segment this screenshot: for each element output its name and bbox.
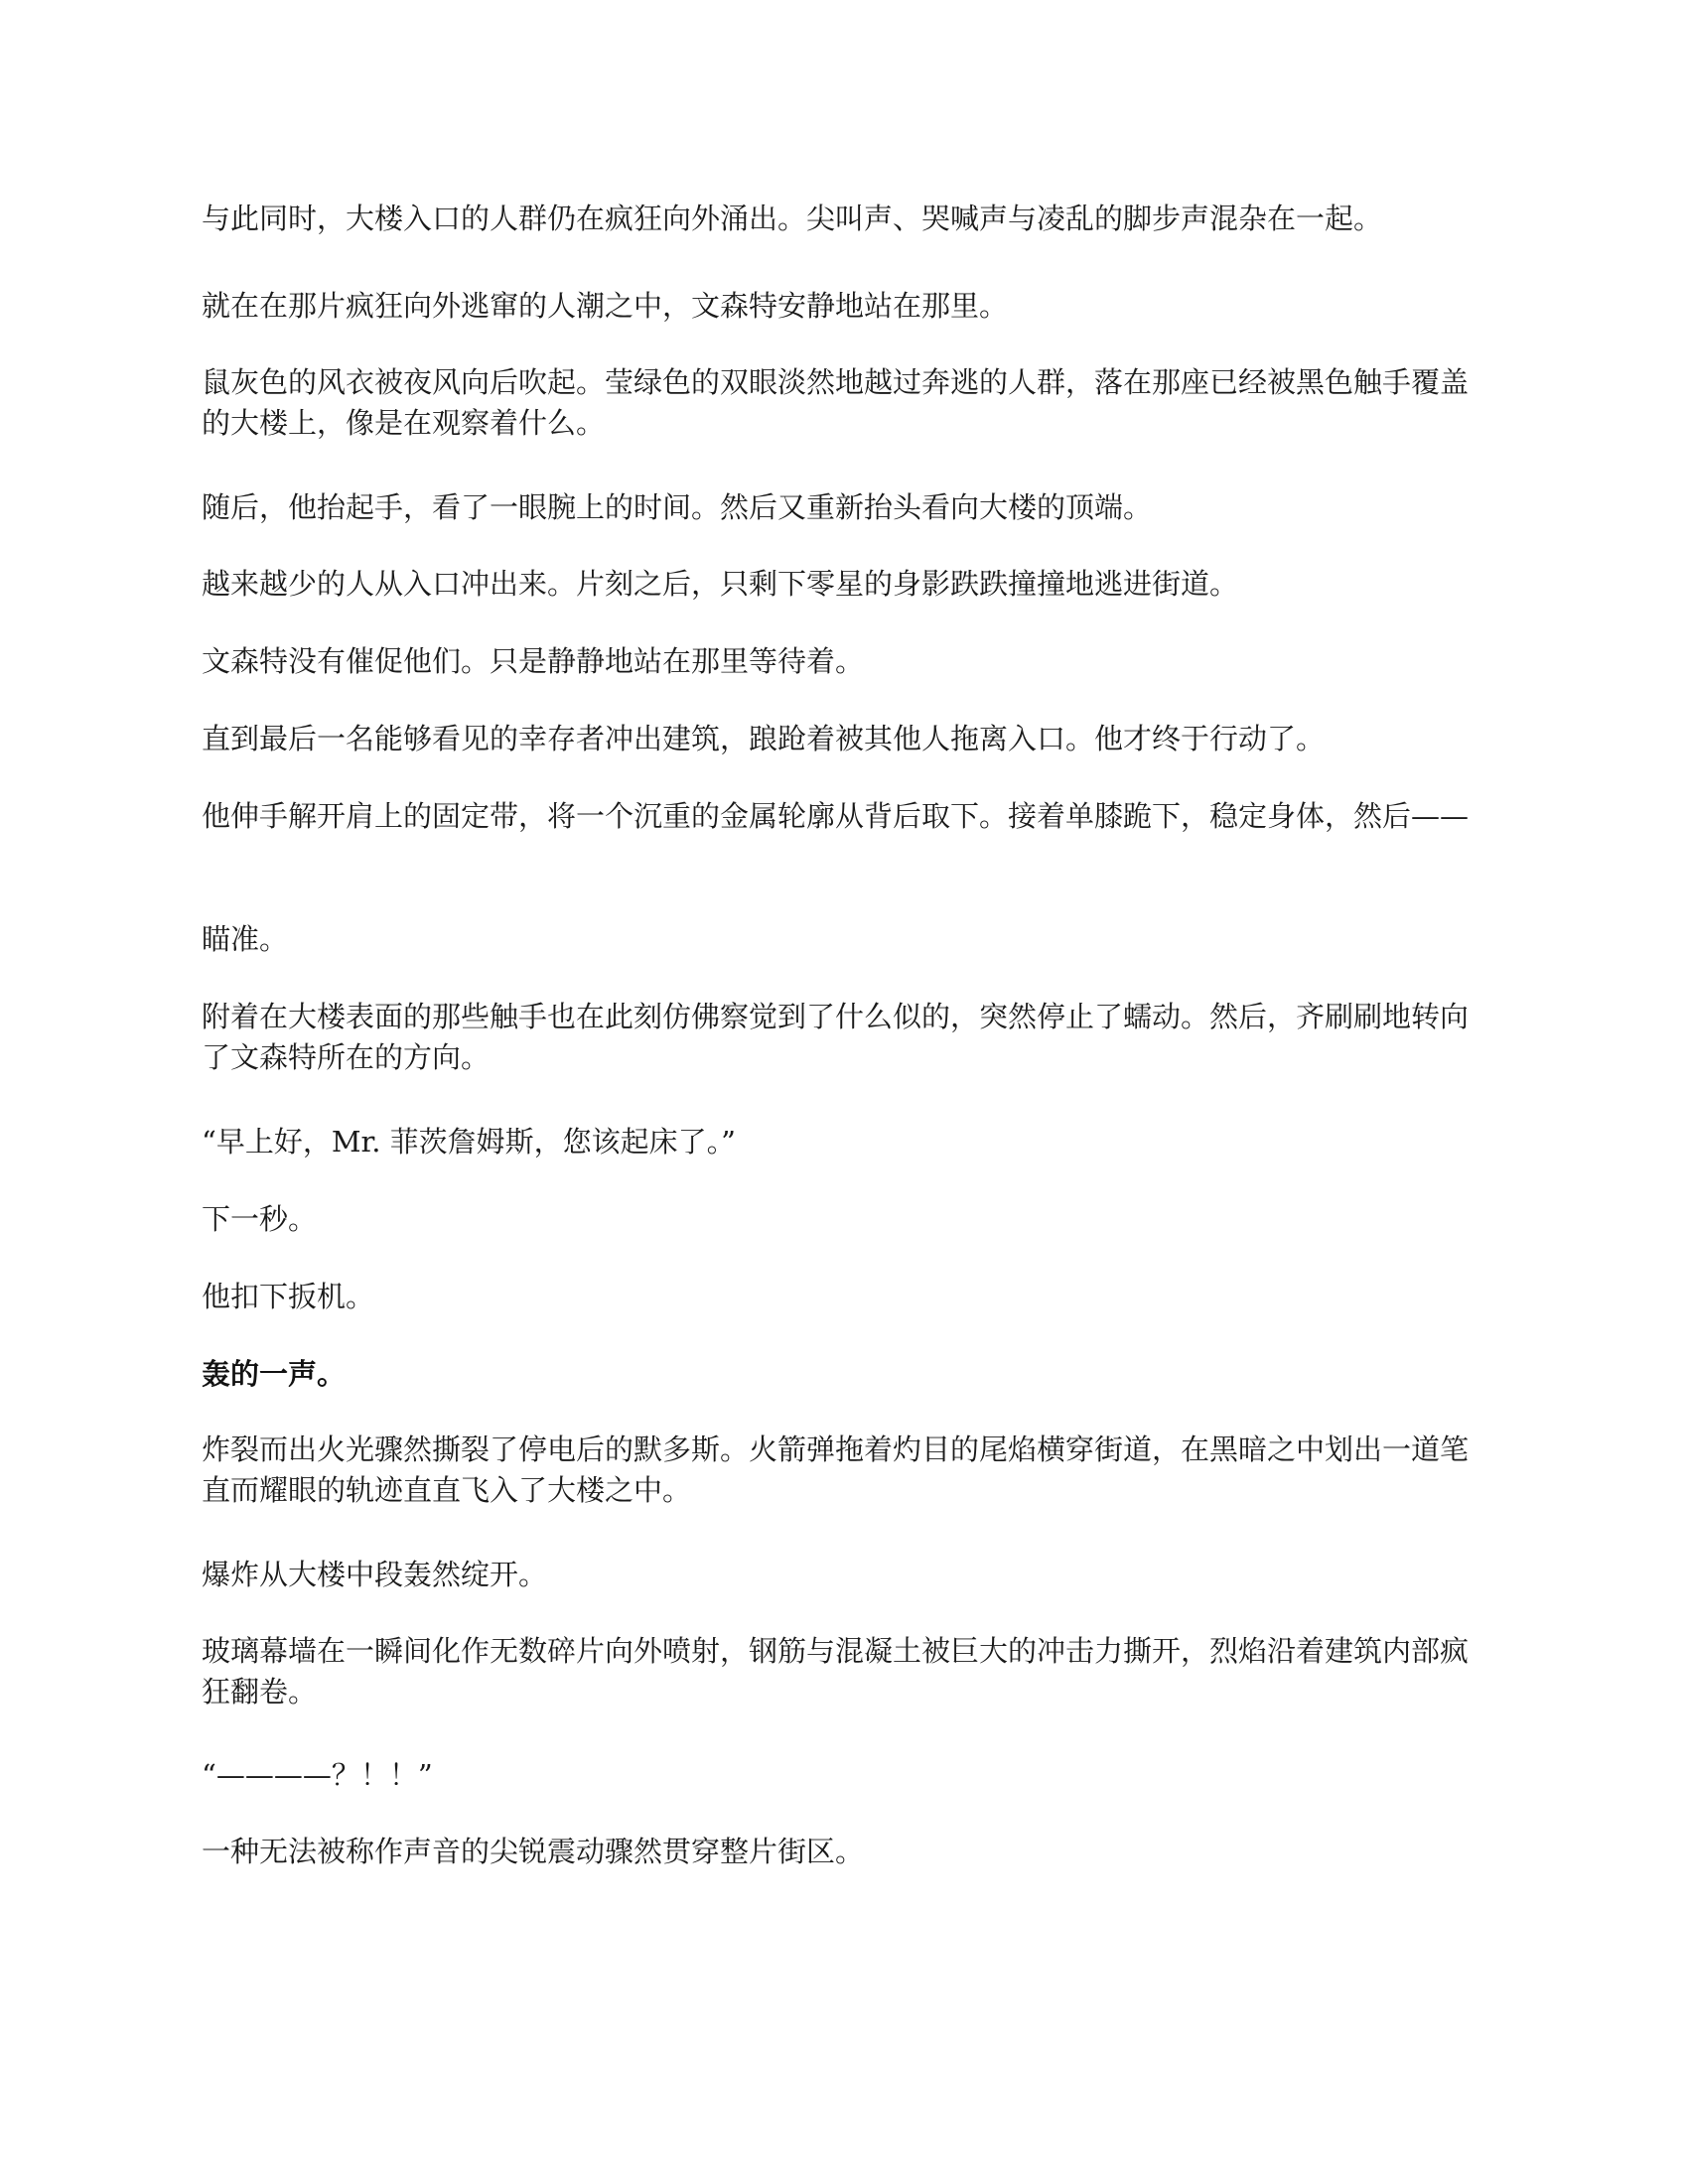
- paragraph-13: 他扣下扳机。: [202, 1280, 375, 1313]
- paragraph-7: 直到最后一名能够看见的幸存者冲出建筑，踉跄着被其他人拖离入口。他才终于行动了。: [202, 722, 1326, 755]
- paragraph-12: 下一秒。: [202, 1202, 318, 1236]
- paragraph-18-dialogue: “————？！！”: [202, 1758, 433, 1792]
- paragraph-3: 鼠灰色的风衣被夜风向后吹起。莹绿色的双眼淡然地越过奔逃的人群，落在那座已经被黑色触手覆盖的大楼上，像是在观察着什么。: [202, 365, 1470, 440]
- paragraph-17: 玻璃幕墙在一瞬间化作无数碎片向外喷射，钢筋与混凝土被巨大的冲击力撕开，烈焰沿着建筑内部疯狂翻卷。: [202, 1634, 1470, 1708]
- paragraph-6: 文森特没有催促他们。只是静静地站在那里等待着。: [202, 644, 865, 678]
- paragraph-14-emphasis: 轰的一声。: [202, 1357, 347, 1391]
- paragraph-2: 就在在那片疯狂向外逃窜的人潮之中，文森特安静地站在那里。: [202, 289, 1009, 323]
- paragraph-9: 瞄准。: [202, 922, 289, 956]
- paragraph-16: 爆炸从大楼中段轰然绽开。: [202, 1558, 548, 1591]
- paragraph-11-dialogue: “早上好，Mr. 菲茨詹姆斯，您该起床了。”: [202, 1125, 736, 1159]
- paragraph-10: 附着在大楼表面的那些触手也在此刻仿佛察觉到了什么似的，突然停止了蠕动。然后，齐刷刷地转向了文森特所在的方向。: [202, 1000, 1470, 1074]
- paragraph-5: 越来越少的人从入口冲出来。片刻之后，只剩下零星的身影跌跌撞撞地逃进街道。: [202, 567, 1239, 601]
- paragraph-1: 与此同时，大楼入口的人群仍在疯狂向外涌出。尖叫声、哭喊声与凌乱的脚步声混杂在一起。: [202, 202, 1383, 235]
- paragraph-4: 随后，他抬起手，看了一眼腕上的时间。然后又重新抬头看向大楼的顶端。: [202, 490, 1153, 524]
- paragraph-15: 炸裂而出火光骤然撕裂了停电后的默多斯。火箭弹拖着灼目的尾焰横穿街道，在黑暗之中划出一道笔直而耀眼的轨迹直直飞入了大楼之中。: [202, 1433, 1470, 1507]
- paragraph-8: 他伸手解开肩上的固定带，将一个沉重的金属轮廓从背后取下。接着单膝跪下，稳定身体，然后——: [202, 799, 1470, 833]
- paragraph-19: 一种无法被称作声音的尖锐震动骤然贯穿整片街区。: [202, 1835, 865, 1868]
